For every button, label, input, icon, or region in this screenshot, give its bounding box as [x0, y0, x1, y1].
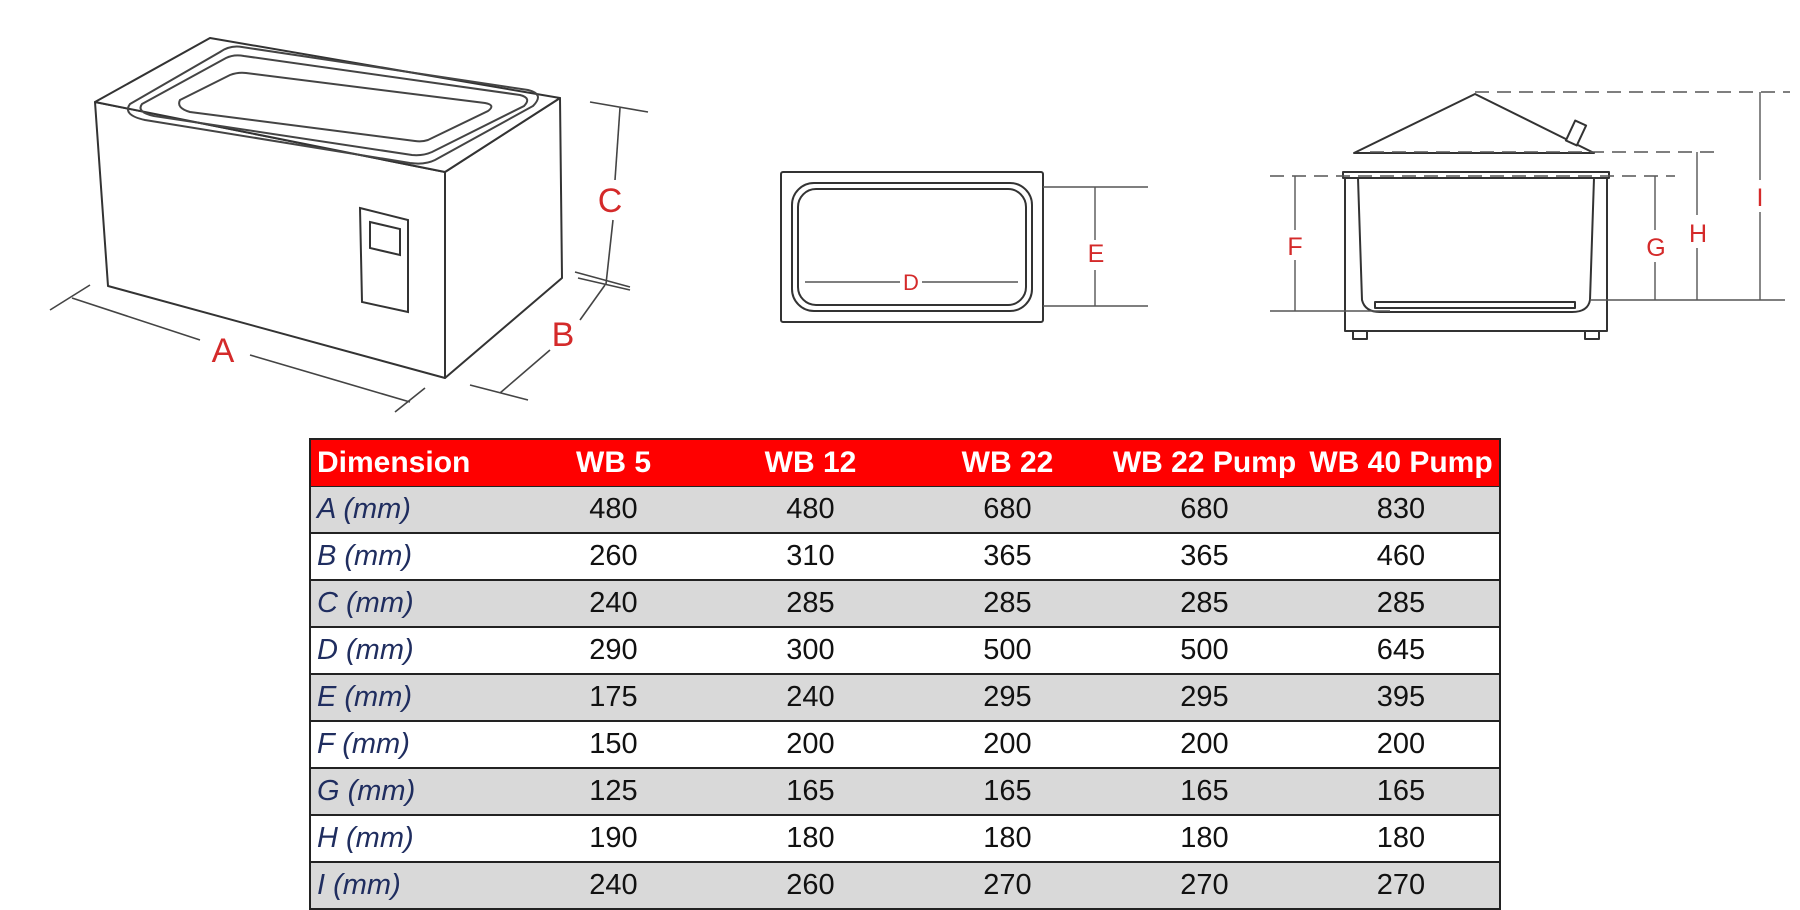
table-row	[310, 627, 1500, 674]
row-label: F (mm)	[310, 721, 515, 768]
table-cell: 285	[1106, 580, 1303, 627]
table-cell: 180	[712, 815, 909, 862]
row-label: E (mm)	[310, 674, 515, 721]
control-display	[370, 222, 400, 255]
table-cell: 180	[1303, 815, 1500, 862]
label-h: H	[1688, 220, 1708, 248]
table-cell: 150	[515, 721, 712, 768]
table-cell: 365	[909, 533, 1106, 580]
side-view-rim	[1343, 172, 1609, 178]
header-dimension: Dimension	[310, 439, 515, 487]
side-view-rack	[1375, 302, 1575, 308]
table-cell: 240	[515, 580, 712, 627]
table-row	[310, 533, 1500, 580]
table-cell: 480	[515, 487, 712, 534]
table-cell: 180	[909, 815, 1106, 862]
table-cell: 285	[712, 580, 909, 627]
table-cell: 460	[1303, 533, 1500, 580]
row-label: B (mm)	[310, 533, 515, 580]
foot-left	[1353, 331, 1367, 339]
table-cell: 165	[712, 768, 909, 815]
table-cell: 295	[909, 674, 1106, 721]
label-i: I	[1756, 184, 1764, 212]
label-c: C	[597, 182, 623, 220]
row-label: G (mm)	[310, 768, 515, 815]
table-cell: 270	[1106, 862, 1303, 909]
table-cell: 285	[909, 580, 1106, 627]
top-view-diagram	[760, 0, 1180, 430]
table-cell: 260	[712, 862, 909, 909]
table-cell: 165	[1106, 768, 1303, 815]
table-cell: 200	[1303, 721, 1500, 768]
table-cell: 395	[1303, 674, 1500, 721]
table-header-row	[310, 439, 1500, 487]
table-cell: 300	[712, 627, 909, 674]
label-b: B	[551, 316, 575, 354]
isometric-drawing	[30, 0, 710, 430]
table-cell: 240	[712, 674, 909, 721]
label-a: A	[211, 332, 235, 370]
isometric-diagram	[30, 0, 710, 430]
header-wb5: WB 5	[515, 439, 712, 487]
table-cell: 165	[1303, 768, 1500, 815]
dimensions-table	[309, 438, 1501, 910]
table-cell: 270	[1303, 862, 1500, 909]
table-row	[310, 721, 1500, 768]
top-view-drawing	[760, 0, 1180, 430]
table-cell: 240	[515, 862, 712, 909]
table-cell: 365	[1106, 533, 1303, 580]
table-cell: 290	[515, 627, 712, 674]
side-view-drawing	[1250, 0, 1800, 430]
lid	[1354, 94, 1594, 153]
table-cell: 270	[909, 862, 1106, 909]
label-f: F	[1287, 233, 1303, 261]
table-cell: 200	[712, 721, 909, 768]
row-label: C (mm)	[310, 580, 515, 627]
row-label: D (mm)	[310, 627, 515, 674]
row-label: I (mm)	[310, 862, 515, 909]
table-cell: 180	[1106, 815, 1303, 862]
table-cell: 680	[1106, 487, 1303, 534]
table-cell: 645	[1303, 627, 1500, 674]
table-cell: 500	[1106, 627, 1303, 674]
table-cell: 480	[712, 487, 909, 534]
table-cell: 200	[909, 721, 1106, 768]
row-label: H (mm)	[310, 815, 515, 862]
table-cell: 680	[909, 487, 1106, 534]
label-d: D	[903, 270, 919, 295]
table-cell: 125	[515, 768, 712, 815]
table-row	[310, 674, 1500, 721]
table-row	[310, 580, 1500, 627]
table-cell: 165	[909, 768, 1106, 815]
table-cell: 500	[909, 627, 1106, 674]
table-cell: 830	[1303, 487, 1500, 534]
foot-right	[1585, 331, 1599, 339]
label-g: G	[1646, 234, 1666, 262]
table-row	[310, 815, 1500, 862]
side-view-diagram	[1250, 0, 1800, 430]
header-wb22: WB 22	[909, 439, 1106, 487]
table-cell: 285	[1303, 580, 1500, 627]
header-wb40-pump: WB 40 Pump	[1303, 439, 1500, 487]
top-view-outer	[781, 172, 1043, 322]
row-label: A (mm)	[310, 487, 515, 534]
header-wb22-pump: WB 22 Pump	[1106, 439, 1303, 487]
table-row	[310, 487, 1500, 534]
table-cell: 190	[515, 815, 712, 862]
lid-vent	[1566, 120, 1586, 145]
table-row	[310, 768, 1500, 815]
table-cell: 295	[1106, 674, 1303, 721]
table-cell: 175	[515, 674, 712, 721]
table-cell: 310	[712, 533, 909, 580]
table-cell: 200	[1106, 721, 1303, 768]
table-row	[310, 862, 1500, 909]
table-cell: 260	[515, 533, 712, 580]
control-panel	[360, 208, 408, 312]
header-wb12: WB 12	[712, 439, 909, 487]
label-e: E	[1087, 240, 1105, 268]
